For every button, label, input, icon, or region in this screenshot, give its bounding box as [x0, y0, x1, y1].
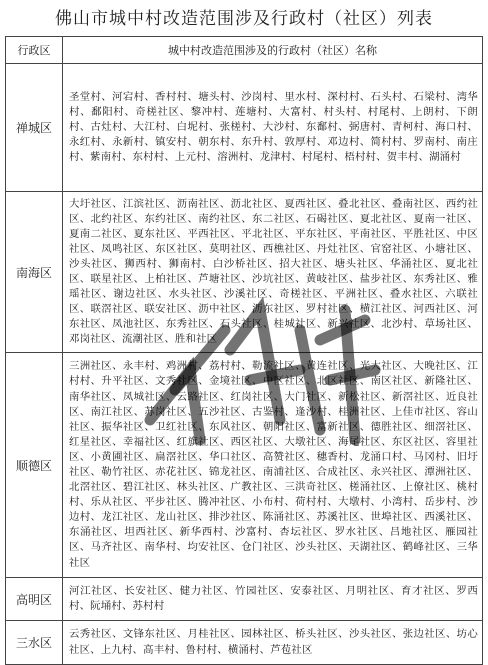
village-list: 云秀社区、文锋东社区、月桂社区、园林社区、桥头社区、沙头社区、张边社区、坊心社区、上九村、高丰村、鲁村村、横涌村、芦苞社区 [63, 621, 483, 665]
district-name: 高明区 [6, 578, 63, 621]
district-name: 南海区 [6, 192, 63, 353]
district-column-header: 行政区 [6, 37, 63, 64]
table-row-gaoming [6, 578, 483, 621]
village-list: 三洲社区、永丰村、鸡洲村、荔村村、勒流社区、黄连社区、光大社区、大晚社区、江村村、升平社区、文秀社区、金境社区、中区社区、北区社区、南区社区、新隆社区、南华社区、凤城社区、云路社区、红岗社区、大门社区、新松社区、新滘社区、近良社区、南江社区、苏岗社区、五沙社区、古鉴村、逢沙村、桂洲社区、上佳市社区、容山社区、振华社区、卫红社区、东风社区、朝阳社区、富新社区、德胜社区、细滘社区、红星社区、幸福社区、红旗社区、西区社区、大墩社区、海尾社区、东区社区、容里社区、小黄圃社区、扁滘社区、华口社区、高赞社区、穗香村、龙涌口村、马冈村、旧圩社区、勒竹社区、赤花社区、锦龙社区、南浦社区、合成社区、永兴社区、潭洲社区、北滘社区、碧江社区、林头社区、广教社区、三洪奇社区、槎涌社区、上僚社区、桃村村、乐从社区、平步社区、腾冲社区、小布村、荷村村、大墩村、小湾村、岳步村、沙边村、龙江社区、龙山社区、排沙社区、陈涌社区、苏溪社区、世埠社区、西溪社区、东涌社区、坦西社区、新华西村、沙富村、杏坛社区、罗水社区、吕地社区、雁园社区、马齐社区、南华村、均安社区、仓门社区、沙头社区、天湖社区、鹤峰社区、三华社区 [63, 353, 483, 578]
table-row-nanhai [6, 192, 483, 353]
village-list: 河江社区、长安社区、健力社区、竹园社区、安泰社区、月明社区、育才社区、罗西村、阮埇村、苏村村 [63, 578, 483, 621]
district-name: 禅城区 [6, 64, 63, 192]
village-list: 圣堂村、河宕村、香村村、塘头村、沙岗村、里水村、深村村、石头村、石梁村、湾华村、鄱阳村、奇槎社区、黎冲村、莲塘村、大富村、村头村、村尾村、上朗村、下朗村、古灶村、大江村、白坭村、张槎村、大沙村、东鄱村、弼唐村、青柯村、海口村、永红村、永新村、镇安村、朝东村、东升村、敦厚村、邓边村、简村村、罗南村、南庄村、紫南村、东村村、上元村、溶洲村、龙津村、村尾村、梧村村、贺丰村、湖涌村 [63, 64, 483, 192]
table-row-shunde [6, 353, 483, 578]
village-list: 大圩社区、江滨社区、沥南社区、沥北社区、夏西社区、叠北社区、叠南社区、西约社区、北约社区、东约社区、南约社区、东二社区、石碣社区、夏北社区、夏南一社区、夏南二社区、夏东社区、平西社区、平北社区、平东社区、平南社区、平胜社区、中区社区、凤鸣社区、东区社区、莫明社区、西樵社区、丹灶社区、官窑社区、小塘社区、沙头社区、狮西村、狮南村、白沙桥社区、招大社区、塘头社区、华涌社区、夏北社区、联星社区、上柏社区、芦塘社区、沙坑社区、黄岐社区、盐步社区、东秀社区、雅瑶社区、谢边社区、水头社区、沙溪社区、奇槎社区、平洲社区、叠水社区、六联社区、联滘社区、联安社区、沥中社区、沥东社区、罗村社区、横江社区、河西社区、河东社区、凤池社区、东秀社区、石头社区、桂城社区、新兴社区、北沙村、草场社区、邓岗社区、流潮社区、胜和社区 [63, 192, 483, 353]
village-table [5, 36, 483, 665]
district-name: 顺德区 [6, 353, 63, 578]
table-row-chancheng [6, 64, 483, 192]
district-name: 三水区 [6, 621, 63, 665]
table-header-row [6, 37, 483, 64]
document-title: 佛山市城中村改造范围涉及行政村（社区）列表 [55, 9, 433, 29]
villages-column-header: 城中村改造范围涉及的行政村（社区）名称 [63, 37, 483, 64]
